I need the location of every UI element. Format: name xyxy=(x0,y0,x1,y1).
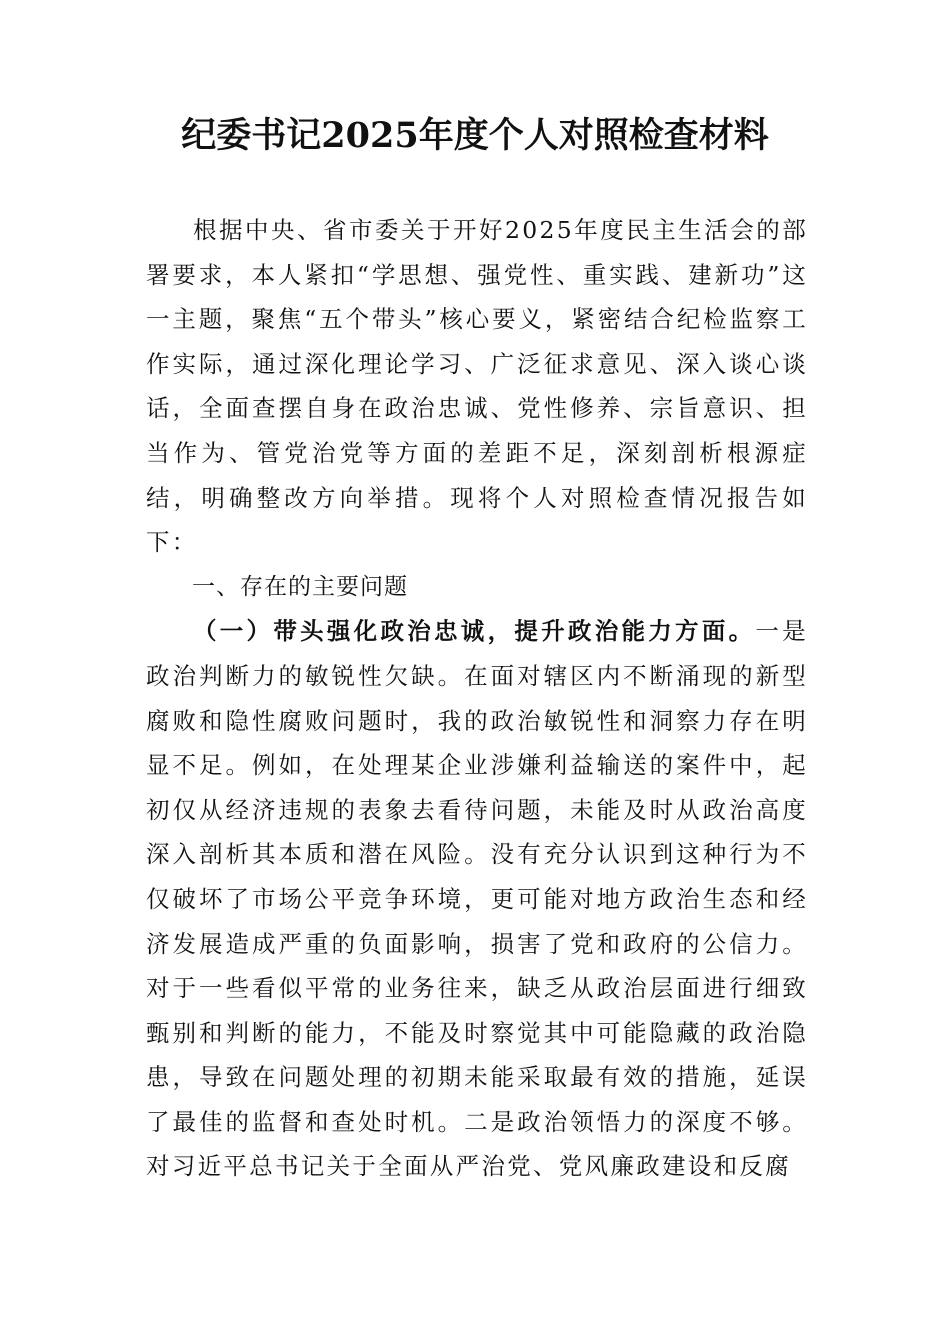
section-heading: 一、存在的主要问题 xyxy=(192,573,408,600)
intro-paragraph: 根据中央、省市委关于开好2025年度民主生活会的部署要求，本人紧扣“学思想、强党性、重实践、建新功”这一主题，聚焦“五个带头”核心要义，紧密结合纪检监察工作实际，通过深化理论学习、广泛征求意见、深入谈心谈话，全面查摆自身在政治忠诚、党性修养、宗旨意识、担当作为、管党治党等方面的差距不足，深刻剖析根源症结，明确整改方向举措。现将个人对照检查情况报告如下： xyxy=(146,216,808,557)
document-title: 纪委书记2025年度个人对照检查材料 xyxy=(181,115,769,156)
subsection-paragraph xyxy=(146,609,808,1189)
subsection-heading: （一）带头强化政治忠诚，提升政治能力方面。 xyxy=(193,617,756,646)
subsection-body: 一是政治判断力的敏锐性欠缺。在面对辖区内不断涌现的新型腐败和隐性腐败问题时，我的政治敏锐性和洞察力存在明显不足。例如，在处理某企业涉嫌利益输送的案件中，起初仅从经济违规的表象去看待问题，未能及时从政治高度深入剖析其本质和潜在风险。没有充分认识到这种行为不仅破坏了市场公平竞争环境，更可能对地方政治生态和经济发展造成严重的负面影响，损害了党和政府的公信力。对于一些看似平常的业务往来，缺乏从政治层面进行细致甄别和判断的能力，不能及时察觉其中可能隐藏的政治隐患，导致在问题处理的初期未能采取最有效的措施，延误了最佳的监督和查处时机。二是政治领悟力的深度不够。对习近平总书记关于全面从严治党、党风廉政建设和反腐 xyxy=(146,617,808,1181)
document-body xyxy=(146,208,808,1189)
